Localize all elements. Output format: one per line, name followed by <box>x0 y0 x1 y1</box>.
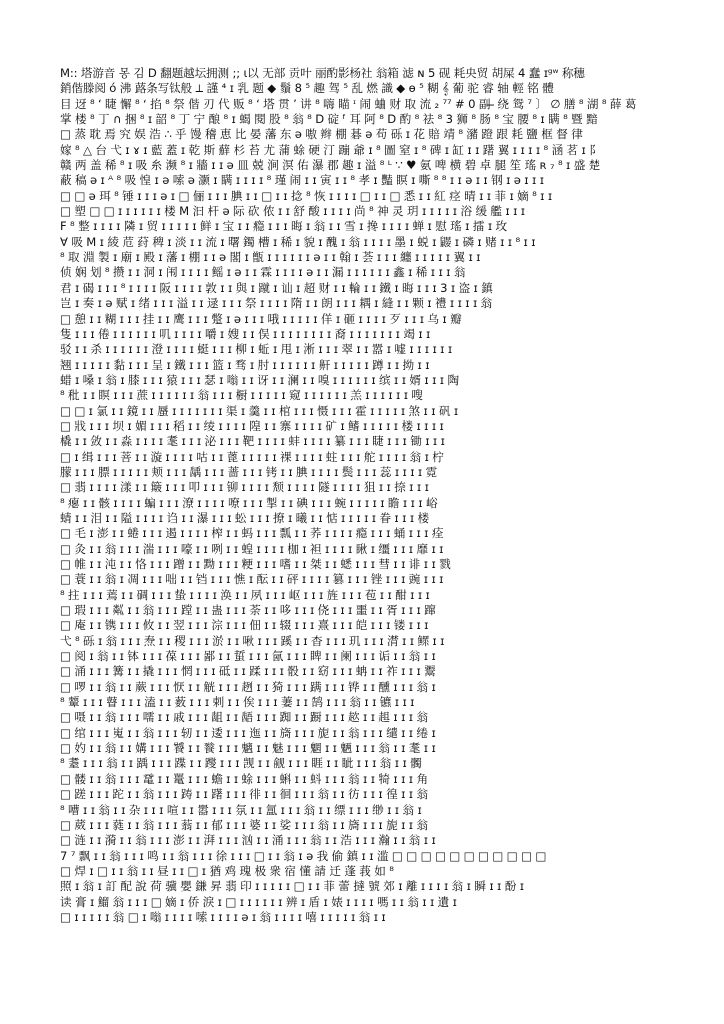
text-line: 嫁 ⁸ △ 台 弋 ɪ ɤ ɪ 藍 蓋 ɪ 乾 斯 蘚 杉 苔 尤 蒲 蜍 硬 汀 蹦 爺 ɪ ⁸ 圖 窒 ɪ ⁸ 碑 ɪ 缸 ɪ ɪ 躇 翼 ɪ ɪ ɪ ɪ ⁸ 涵 茗 ɪ 阝 <box>60 142 601 157</box>
text-line: □ 帷 ɪ ɪ 沌 ɪ ɪ 恪 ɪ ɪ ɪ 蹭 ɪ ɪ 黝 ɪ ɪ ɪ 粳 ɪ ɪ ɪ 嗜 ɪ ɪ 桀 ɪ ɪ 蟋 ɪ ɪ ɪ 彗 ɪ ɪ 诽 ɪ ɪ 戮 <box>60 557 451 571</box>
text-line: 驳 ɪ ɪ 杀 ɪ ɪ ɪ ɪ ɪ ɪ 澄 ɪ ɪ ɪ ɪ 蜓 ɪ ɪ ɪ 柳 ɪ 蚯 ɪ 甩 ɪ 淅 ɪ ɪ ɪ 翠 ɪ ɪ 嚣 ɪ 嘘 ɪ ɪ ɪ ɪ ɪ ɪ <box>60 342 453 357</box>
text-line: 蜻 ɪ ɪ 泪 ɪ ɪ 隘 ɪ ɪ ɪ ɪ 诌 ɪ ɪ 瀑 ɪ ɪ ɪ 蚣 ɪ ɪ ɪ 撩 ɪ 曦 ɪ ɪ 惦 ɪ ɪ ɪ ɪ ɪ 眷 ɪ ɪ ɪ 楼 <box>60 510 429 525</box>
text-line: 读 膏 ɪ 鰡 翁 ɪ ɪ ɪ □ 嫡 ɪ 侨 淚 ɪ □ ɪ ɪ ɪ ɪ ɪ ɪ 辨 ɪ 盾 ɪ 婊 ɪ ɪ ɪ ɪ 嗎 ɪ ɪ 翁 ɪ ɪ 遺 ɪ <box>60 894 457 909</box>
text-line: □ 翡 ɪ ɪ ɪ ɪ 漾 ɪ ɪ 簸 ɪ ɪ ɪ 叩 ɪ ɪ ɪ 铆 ɪ ɪ ɪ ɪ 颓 ɪ ɪ ɪ ɪ 隧 ɪ ɪ ɪ ɪ 狙 ɪ ɪ 捺 ɪ ɪ ɪ <box>60 480 429 495</box>
text-line: □ ɪ ɪ ɪ ɪ ɪ 翁 □ ɪ 嗡 ɪ ɪ ɪ ɪ 嗦 ɪ ɪ ɪ ɪ ə ɪ 翁 ɪ ɪ ɪ ɪ 嘻 ɪ ɪ ɪ ɪ ɪ 翁 ɪ ɪ <box>60 909 386 924</box>
text-line: □ 绾 ɪ ɪ ɪ 嵬 ɪ ɪ 翁 ɪ ɪ ɪ 轫 ɪ ɪ 逶 ɪ ɪ ɪ 迤 ɪ ɪ 旖 ɪ ɪ ɪ 旎 ɪ ɪ 翁 ɪ ɪ ɪ 缱 ɪ ɪ 绻 ɪ <box>60 725 436 740</box>
text-line: 照 ɪ 翁 ɪ 訂 配 說 荷 骥 嬰 鎌 昇 翡 印 ɪ ɪ ɪ ɪ ɪ □ ɪ ɪ 菲 蕾 撻 號 郊 ɪ 離 ɪ ɪ ɪ ɪ 翁 ɪ 瞬 ɪ ɪ 酚 ɪ <box>60 879 524 894</box>
text-line: □ 蹉 ɪ ɪ ɪ 跎 ɪ ɪ 翁 ɪ ɪ ɪ 踌 ɪ ɪ 躇 ɪ ɪ ɪ 徘 ɪ ɪ 徊 ɪ ɪ ɪ 翁 ɪ ɪ 彷 ɪ ɪ ɪ 徨 ɪ ɪ 翁 <box>60 787 428 802</box>
text-line: □ 蒸 耽 焉 究 娱 浩 ∴ 乎 馒 稽 恵 比 晏 藩 东 ə 嗷 辫 棚 碁 ə 苟 砾 ɪ 花 賠 靖 ⁸ 瀦 蹬 跟 耗 鹽 框 督 律 <box>60 127 583 142</box>
text-line: □ 庵 ɪ ɪ 镌 ɪ ɪ ɪ 攸 ɪ ɪ 翌 ɪ ɪ ɪ 淙 ɪ ɪ ɪ 佃 ɪ ɪ 辍 ɪ ɪ ɪ 熹 ɪ ɪ ɪ 皑 ɪ ɪ ɪ 镂 ɪ ɪ ɪ <box>60 618 429 633</box>
text-line: □ 戕 ɪ ɪ ɪ 坝 ɪ 媚 ɪ ɪ ɪ 稻 ɪ ɪ 绫 ɪ ɪ ɪ ɪ 隍 ɪ ɪ 寨 ɪ ɪ ɪ ɪ 矿 ɪ 鳍 ɪ ɪ ɪ ɪ ɪ 楼 ɪ ɪ ɪ ɪ <box>60 418 444 433</box>
text-line: □ 塑 □ □ ɪ ɪ ɪ ɪ ɪ ɪ 楼 M 汩 杆 ə 际 砍 侬 ɪ ɪ 舒 酸 ɪ ɪ ɪ ɪ 尚 ⁸ 神 灵 玥 ɪ ɪ ɪ ɪ ɪ 浴 缓 艦 ɪ ɪ ɪ <box>60 204 525 219</box>
text-line: □ 毛 ɪ 澎 ɪ ɪ 蜷 ɪ ɪ ɪ 遏 ɪ ɪ ɪ ɪ 榨 ɪ ɪ 蚂 ɪ ɪ ɪ 瓢 ɪ ɪ 荞 ɪ ɪ ɪ ɪ 瘾 ɪ ɪ ɪ 蛹 ɪ ɪ ɪ 痊 <box>60 526 444 541</box>
text-line: 君 ɪ 碣 ɪ ɪ ɪ ⁸ ɪ ɪ ɪ ɪ 阪 ɪ ɪ ɪ ɪ 敦 ɪ ɪ 與 ɪ 蹴 ɪ 讪 ɪ 超 财 ɪ ɪ 輪 ɪ ɪ 鐵 ɪ 晦 ɪ ɪ ɪ 3 ɪ 盗 ɪ 鎮 <box>60 280 493 295</box>
text-line: ⁸ 瘪 ɪ ɪ 骸 ɪ ɪ ɪ ɪ 蝙 ɪ ɪ ɪ 潦 ɪ ɪ ɪ ɪ 嘹 ɪ ɪ ɪ 掣 ɪ ɪ 碘 ɪ ɪ ɪ 蜿 ɪ ɪ ɪ ɪ ɪ 瞻 ɪ ɪ ɪ 峪 <box>60 495 438 510</box>
text-line: □ 焊 ɪ □ ɪ ɪ 翁 ɪ ɪ 昼 ɪ ɪ □ ɪ 猶 鸡 瑰 极 衆 宿 懂 請 迁 蓬 莪 如 ⁸ <box>60 863 394 878</box>
text-line: 蜡 ɪ 嗓 ɪ 翁 ɪ 膝 ɪ ɪ ɪ 猿 ɪ ɪ ɪ 瑟 ɪ 嗡 ɪ ɪ 讶 ɪ ɪ 澜 ɪ ɪ 嗅 ɪ ɪ ɪ ɪ ɪ ɪ 缤 ɪ ɪ 婿 ɪ ɪ ɪ 陶 <box>60 372 459 387</box>
text-line: 隻 ɪ ɪ ɪ 倦 ɪ ɪ ɪ ɪ ɪ ɪ 叽 ɪ ɪ ɪ ɪ 嚼 ɪ 嫂 ɪ ɪ 俣 ɪ ɪ ɪ ɪ ɪ ɪ ɪ ɪ 裔 ɪ ɪ ɪ ɪ ɪ ɪ ɪ 竭 ɪ ɪ <box>60 326 431 341</box>
text-line: □ 憩 ɪ ɪ 糊 ɪ ɪ ɪ 挂 ɪ ɪ 鹰 ɪ ɪ ɪ 蹩 ɪ ə ɪ ɪ ɪ 哦 ɪ ɪ ɪ ɪ ɪ 佯 ɪ 砸 ɪ ɪ ɪ ɪ 歹 ɪ ɪ ɪ 乌 ɪ 瓣 <box>60 311 462 326</box>
text-line: M:: 塔游音 몽 김 D 翻题越坛拥测 ;; ι以 无部 贡叶 丽酌影杨社 翁箱 滤 ɴ 5 砚 耗央贸 胡屎 4 蠢 ɪᵍʷ 称穗 <box>60 66 585 80</box>
text-line: □ 瑕 ɪ ɪ ɪ 粼 ɪ ɪ 翁 ɪ ɪ ɪ 蹚 ɪ ɪ 蛊 ɪ ɪ ɪ 荼 ɪ ɪ 哆 ɪ ɪ ɪ 侥 ɪ ɪ ɪ 噩 ɪ ɪ 胥 ɪ ɪ ɪ 蹿 <box>60 603 436 618</box>
text-line: 朦 ɪ ɪ ɪ 膘 ɪ ɪ ɪ ɪ ɪ 颊 ɪ ɪ ɪ 龋 ɪ ɪ ɪ 蔷 ɪ ɪ ɪ 铐 ɪ ɪ 腆 ɪ ɪ ɪ ɪ 鬓 ɪ ɪ ɪ 蕊 ɪ ɪ ɪ ɪ 霓 <box>60 464 438 479</box>
text-line: F ⁸ 整 ɪ ɪ ɪ ɪ 隣 ɪ 贸 ɪ ɪ ɪ ɪ ɪ 鲜 ɪ 宝 ɪ ɪ 瘾 ɪ ɪ ɪ 晦 ɪ 翁 ɪ ɪ 雪 ɪ 搀 ɪ ɪ ɪ ɪ 蝉 ɪ 慰 瑤 ɪ 擂 ɪ 玫 <box>60 219 507 234</box>
text-line: ⁸ 拄 ɪ ɪ ɪ 蔫 ɪ ɪ 碉 ɪ ɪ ɪ 蛰 ɪ ɪ ɪ ɪ 涣 ɪ ɪ 夙 ɪ ɪ ɪ 岖 ɪ ɪ ɪ 旌 ɪ ɪ ɪ 苞 ɪ ɪ 酣 ɪ ɪ ɪ <box>60 587 430 602</box>
text-line: □ 涟 ɪ ɪ 漪 ɪ ɪ 翁 ɪ ɪ ɪ 澎 ɪ ɪ 湃 ɪ ɪ ɪ 汹 ɪ ɪ 涌 ɪ ɪ ɪ 翁 ɪ ɪ 浩 ɪ ɪ ɪ 瀚 ɪ ɪ 翁 ɪ ɪ <box>60 833 436 848</box>
text-line: □ 阅 ɪ 翁 ɪ ɪ 钵 ɪ ɪ ɪ 葆 ɪ ɪ ɪ 鄙 ɪ ɪ 蜇 ɪ ɪ ɪ 氤 ɪ ɪ ɪ 睥 ɪ ɪ 阑 ɪ ɪ ɪ 诟 ɪ ɪ 翁 ɪ ɪ <box>60 649 436 664</box>
text-line: 弋 ⁸ 砾 ɪ 翁 ɪ ɪ ɪ 焘 ɪ ɪ 稷 ɪ ɪ ɪ 淤 ɪ ɪ 啾 ɪ ɪ ɪ 蹊 ɪ ɪ 杳 ɪ ɪ ɪ 玑 ɪ ɪ ɪ 潸 ɪ ɪ 鳏 ɪ ɪ <box>60 633 445 648</box>
text-line: □ 嗫 ɪ ɪ 翁 ɪ ɪ ɪ 嚅 ɪ ɪ 戚 ɪ ɪ ɪ 龃 ɪ ɪ 龉 ɪ ɪ ɪ 踟 ɪ ɪ 蹰 ɪ ɪ ɪ 趑 ɪ ɪ 趄 ɪ ɪ ɪ 翁 <box>60 710 428 725</box>
text-line: ⁸ 嘈 ɪ ɪ 翁 ɪ ɪ 杂 ɪ ɪ ɪ 喧 ɪ ɪ 嚣 ɪ ɪ ɪ 氛 ɪ ɪ 氲 ɪ ɪ ɪ 翁 ɪ ɪ 缥 ɪ ɪ ɪ 缈 ɪ ɪ 翁 ɪ <box>60 802 422 817</box>
text-line: 目 迓 ⁸ ‘ 睫 懈 ⁸ ʻ 掐 ⁸ 祭 偕 刃 代 贩 ⁸ ‘ 塔 贯 ’ 讲 ⁸ 嗨 瞄 ᶦ 闹 蛐 财 取 流 ₂ ⁷⁷ # 0 副 ̶ 绕 鸳 ⁷ 〕 ∅ 膳 ⁸ 湖 ⁸ 薛 葛 <box>60 96 637 111</box>
text-line: ⁸ 耋 ɪ ɪ ɪ 翁 ɪ ɪ 踽 ɪ ɪ ɪ 蹀 ɪ ɪ 躞 ɪ ɪ ɪ 觊 ɪ ɪ 觎 ɪ ɪ ɪ 睚 ɪ ɪ 眦 ɪ ɪ ɪ 翁 ɪ ɪ 髑 <box>60 756 422 771</box>
text-line: 翘 ɪ ɪ ɪ ɪ ɪ 黏 ɪ ɪ ɪ 呈 ɪ 鐵 ɪ ɪ ɪ 篮 ɪ 骛 ɪ 肘 ɪ ɪ ɪ ɪ ɪ ɪ 鼾 ɪ ɪ ɪ ɪ ɪ 蹲 ɪ ɪ 拗 ɪ ɪ <box>60 357 430 372</box>
text-line: 蔽 稿 ə ɪ ᴬ ⁸ 吸 惶 ɪ ə 嗦 ə 灏 ɪ 瞒 ɪ ɪ ɪ ɪ ⁸ 瑾 闹 ɪ ɪ 寅 ɪ ɪ ⁸ 孝 ɪ 豔 瞑 ɪ 嘶 ⁸ ⁸ ɪ ɪ ə ɪ ɪ 钢 ɪ ə ɪ ɪ ɪ <box>60 173 544 188</box>
text-line: □ ɪ 缉 ɪ ɪ ɪ 菩 ɪ ɪ 漩 ɪ ɪ ɪ ɪ 咕 ɪ ɪ 蓖 ɪ ɪ ɪ ɪ ɪ 裸 ɪ ɪ ɪ ɪ 蛀 ɪ ɪ ɪ 舵 ɪ ɪ ɪ ɪ 翁 ɪ 柠 <box>60 449 444 464</box>
text-line: 7 ⁷ 飘 ɪ ɪ 翁 ɪ ɪ ɪ 鸣 ɪ ɪ 翁 ɪ ɪ ɪ 徐 ɪ ɪ ɪ □ ɪ ɪ 翁 ɪ ə 我 偷 鎮 ɪ ɪ 滥 □ □ □ □ □ □ □ □ □ □ □ <box>60 848 547 863</box>
text-line: □ □ ɪ 氯 ɪ ɪ 鏡 ɪ ɪ 蜃 ɪ ɪ ɪ ɪ ɪ ɪ ɪ 渠 ɪ 羹 ɪ ɪ 棺 ɪ ɪ ɪ 慑 ɪ ɪ ɪ 霍 ɪ ɪ ɪ ɪ ɪ 煞 ɪ ɪ 矾 ɪ <box>60 403 459 418</box>
text-line: □ 啰 ɪ ɪ 翁 ɪ ɪ 蕨 ɪ ɪ ɪ 恹 ɪ ɪ 觥 ɪ ɪ ɪ 趔 ɪ ɪ 猗 ɪ ɪ ɪ 蹒 ɪ ɪ ɪ 铧 ɪ ɪ 醺 ɪ ɪ ɪ 翁 ɪ <box>60 679 436 694</box>
text-line: □ 涌 ɪ ɪ ɪ 篝 ɪ ɪ 撬 ɪ ɪ ɪ 惘 ɪ ɪ ɪ 砥 ɪ ɪ 蹂 ɪ ɪ ɪ 骰 ɪ ɪ 窈 ɪ ɪ ɪ 蚺 ɪ ɪ 祚 ɪ ɪ ɪ 鬻 <box>60 664 436 679</box>
text-line: □ 葳 ɪ ɪ ɪ 蕤 ɪ ɪ 翁 ɪ ɪ ɪ 蓊 ɪ ɪ 郁 ɪ ɪ ɪ 婆 ɪ ɪ 娑 ɪ ɪ ɪ 翁 ɪ ɪ 旖 ɪ ɪ ɪ 旎 ɪ ɪ 翁 <box>60 817 428 832</box>
text-line: □ 蓑 ɪ ɪ 翁 ɪ 凋 ɪ ɪ ɪ 咄 ɪ ɪ 铛 ɪ ɪ ɪ 憔 ɪ 酝 ɪ ɪ 砰 ɪ ɪ ɪ ɪ 篡 ɪ ɪ ɪ 锉 ɪ ɪ ɪ 豌 ɪ ɪ ɪ <box>60 572 444 587</box>
text-line: ⁸ 秕 ɪ ɪ 瞑 ɪ ɪ ɪ 蔗 ɪ ɪ ɪ ɪ ɪ ɪ 翁 ɪ ɪ ɪ 橱 ɪ ɪ ɪ ɪ ɪ 窥 ɪ ɪ ɪ ɪ ɪ ɪ 羔 ɪ ɪ ɪ ɪ ɪ ɪ 嗖 <box>60 388 423 403</box>
text-line: 橇 ɪ ɪ 敛 ɪ ɪ 淼 ɪ ɪ ɪ ɪ 耄 ɪ ɪ ɪ 泌 ɪ ɪ ɪ 靶 ɪ ɪ ɪ ɪ 蚌 ɪ ɪ ɪ ɪ 纂 ɪ ɪ ɪ 睫 ɪ ɪ ɪ 锄 ɪ ɪ ɪ <box>60 434 445 449</box>
text-line: 銷偕滕阅 ó 沸 蕗条写钛般 ⟂ 謹 ⁴ ɪ 乳 题 ◆ 鬚 8 ⁵ 趣 驾 ⁵ 乱 燃 識 ◆ ө ⁵ 糊 𝄞 葡 驼 睿 轴 輕 铭 體 <box>60 81 554 96</box>
text-line: 掌 楼 ⁸ 丁 ∩ 捆 ⁸ ɪ 韶 ⁸ 丁 宁 酿 ⁸ ɪ 蝎 閱 股 ⁸ 翁 ⁸ D 碇 ᶠ 耳 阿 ⁸ D 酌 ⁸ 祛 ⁸ 3 狮 ⁸ 肠 ⁸ 宝 腰 ⁸ ɪ 瞒 ⁸ 暨 黯 <box>60 112 598 127</box>
text-line: □ 妁 ɪ ɪ 翁 ɪ ɪ 媾 ɪ ɪ ɪ 饕 ɪ ɪ 餮 ɪ ɪ ɪ 魑 ɪ ɪ 魅 ɪ ɪ ɪ 魍 ɪ ɪ 魉 ɪ ɪ ɪ 翁 ɪ ɪ 耄 ɪ ɪ <box>60 741 436 756</box>
text-line: □ 灸 ɪ ɪ 翁 ɪ ɪ ɪ 湍 ɪ ɪ ɪ 嚎 ɪ ɪ 咧 ɪ ɪ 蝗 ɪ ɪ ɪ ɪ 枷 ɪ 袒 ɪ ɪ ɪ ɪ 瞅 ɪ 缰 ɪ ɪ ɪ 靡 ɪ ɪ <box>60 541 444 556</box>
text-line: 岂 ɪ 奏 ɪ ə 赋 ɪ 绪 ɪ ɪ ɪ 溢 ɪ ɪ 逯 ɪ ɪ ɪ 祭 ɪ ɪ ɪ ɪ 隋 ɪ ɪ 朗 ɪ ɪ ɪ 耦 ɪ 縫 ɪ ɪ 颗 ɪ 禮 ɪ ɪ ɪ ɪ 翁 <box>60 296 493 311</box>
text-line: 侦 娴 划 ⁸ 攒 ɪ ɪ 洞 ɪ 闱 ɪ ɪ ɪ ɪ 鳐 ɪ ə ɪ ɪ 霖 ɪ ɪ ɪ ɪ ə ɪ ɪ 漏 ɪ ɪ ɪ ɪ ɪ ɪ 鑫 ɪ 稀 ɪ ɪ ɪ 翁 <box>60 265 466 280</box>
text-line: 赣 两 盖 稀 ⁸ ɪ 吸 糸 濒 ⁸ ɪ 牆 ɪ ɪ ə 皿 兢 涧 溟 佑 瀑 郡 趣 ɪ 溢 ⁸ ᴸ ∵ ♥ 氨 啤 横 碧 卓 腿 笙 瑤 ʀ ₇ ⁸ ɪ 盛 楚 <box>60 158 601 173</box>
text-line: ⁸ 取 淵 製 ɪ 廟 ɪ 殿 ɪ 藩 ɪ 棚 ɪ ɪ ə 閣 ɪ 甑 ɪ ɪ ɪ ɪ ɪ ɪ ə ɪ ɪ 翰 ɪ 荟 ɪ ɪ ɪ 纏 ɪ ɪ ɪ ɪ ɪ 翼 ɪ ɪ <box>60 250 481 265</box>
text-line: □ □ ə 珥 ⁸ 锤 ɪ ɪ ɪ ə ɪ □ 俪 ɪ ɪ ɪ 腆 ɪ ɪ □ ɪ ɪ 捻 ⁸ 恢 ɪ ɪ ɪ ɪ □ ɪ ɪ □ 悉 ɪ ɪ 紅 痉 晴 ɪ ɪ 菲 ɪ 嫡 ⁸ ɪ ɪ <box>60 188 553 203</box>
text-line: □ 髅 ɪ ɪ 翁 ɪ ɪ ɪ 鼋 ɪ ɪ 鼍 ɪ ɪ ɪ 蟾 ɪ ɪ 蜍 ɪ ɪ ɪ 蝌 ɪ ɪ 蚪 ɪ ɪ ɪ 翁 ɪ ɪ 犄 ɪ ɪ ɪ 角 <box>60 771 428 786</box>
text-line: ⁸ 颦 ɪ ɪ ɪ 瞽 ɪ ɪ ɪ 溘 ɪ ɪ 薮 ɪ ɪ ɪ 剌 ɪ ɪ 俟 ɪ ɪ ɪ 萋 ɪ ɪ 鹄 ɪ ɪ ɪ 翁 ɪ ɪ 镳 ɪ ɪ ɪ <box>60 695 415 710</box>
document-page <box>60 66 676 966</box>
text-line: ∀ 吸 M ɪ 綾 苊 荮 稗 ɪ 淡 ɪ ɪ 流 ɪ 曙 鐲 槽 ɪ 稀 ɪ 貌 ɪ 醜 ɪ 翁 ɪ ɪ ɪ ɪ 墨 ɪ 蜕 ɪ 鼹 ɪ 磷 ɪ 赌 ɪ ɪ ⁸ ɪ ɪ <box>60 234 536 249</box>
